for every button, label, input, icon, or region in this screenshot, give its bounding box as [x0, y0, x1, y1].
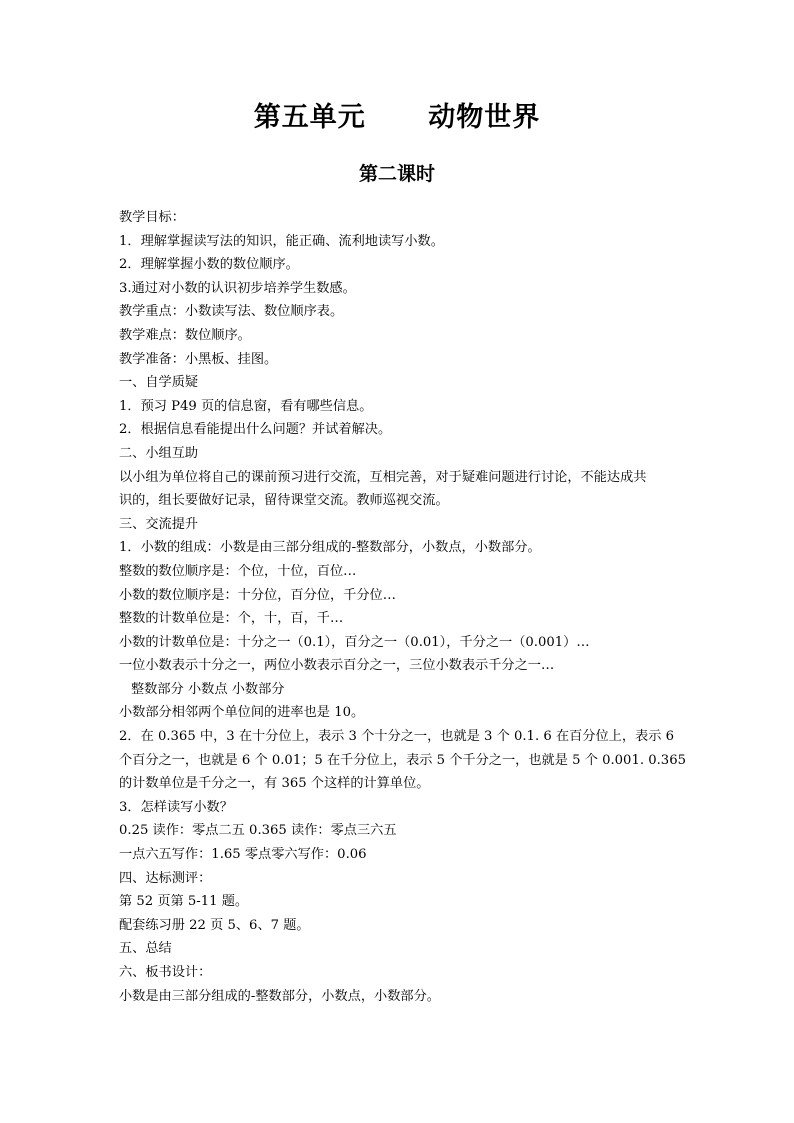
text-line: 整数的数位顺序是：个位，十位，百位… [119, 563, 357, 579]
text-line: 教学准备：小黑板、挂图。 [119, 351, 278, 367]
text-line: 整数的计数单位是：个，十，百，千… [119, 611, 344, 627]
text-line: 第 52 页第 5-11 题。 [119, 894, 249, 910]
text-line: 以小组为单位将自己的课前预习进行交流，互相完善，对于疑难问题进行讨论，不能达成共 [119, 469, 647, 485]
text-line: 配套练习册 22 页 5、6、7 题。 [119, 917, 310, 933]
text-line: 一位小数表示十分之一，两位小数表示百分之一，三位小数表示千分之一… [119, 658, 555, 674]
text-line: 识的，组长要做好记录，留待课堂交流。教师巡视交流。 [119, 493, 449, 509]
text-line: 五、总结 [119, 941, 172, 957]
text-line: 一、自学质疑 [119, 375, 199, 391]
text-line: 1．理解掌握读写法的知识，能正确、流利地读写小数。 [119, 233, 444, 249]
text-line: 个百分之一，也就是 6 个 0.01；5 在千分位上，表示 5 个千分之一，也就是 5 个 0.001. 0.365 [119, 752, 686, 768]
text-line: 二、小组互助 [119, 445, 199, 461]
text-line: 的计数单位是千分之一，有 365 个这样的计算单位。 [119, 776, 430, 792]
text-line: 六、板书设计： [119, 965, 212, 980]
text-line: 一点六五写作：1.65 零点零六写作：0.06 [119, 847, 367, 863]
page-subtitle: 第二课时 [358, 163, 435, 185]
text-line: 小数的数位顺序是：十分位，百分位，千分位… [119, 587, 396, 603]
text-line: 2．理解掌握小数的数位顺序。 [119, 257, 299, 273]
text-line: 0.25 读作：零点二五 0.365 读作：零点三六五 [119, 823, 397, 839]
text-line: 2．根据信息看能提出什么问题？并试着解决。 [119, 422, 392, 438]
page-title: 第五单元 动物世界 [253, 102, 541, 133]
text-line: 小数是由三部分组成的-整数部分，小数点，小数部分。 [119, 988, 440, 1004]
text-line: 四、达标测评： [119, 870, 212, 886]
text-line: 3.通过对小数的认识初步培养学生数感。 [119, 280, 356, 296]
text-line: 整数部分 小数点 小数部分 [131, 681, 285, 697]
text-line: 教学难点：数位顺序。 [119, 327, 251, 343]
lesson-body [119, 206, 689, 1008]
text-line: 小数的计数单位是：十分之一（0.1），百分之一（0.01），千分之一（0.001）… [119, 634, 590, 650]
text-line: 教学重点：小数读写法、数位顺序表。 [119, 304, 344, 320]
text-line: 三、交流提升 [119, 516, 199, 532]
text-line: 教学目标： [119, 210, 185, 225]
text-line: 小数部分相邻两个单位间的进率也是 10。 [119, 705, 365, 721]
text-line: 3．怎样读写小数？ [119, 799, 233, 815]
text-line: 1．预习 P49 页的信息窗，看有哪些信息。 [119, 398, 373, 414]
text-line: 2．在 0.365 中，3 在十分位上，表示 3 个十分之一，也就是 3 个 0.1. 6 在百分位上，表示 6 [119, 729, 674, 745]
text-line: 1．小数的组成：小数是由三部分组成的-整数部分，小数点，小数部分。 [119, 540, 541, 556]
